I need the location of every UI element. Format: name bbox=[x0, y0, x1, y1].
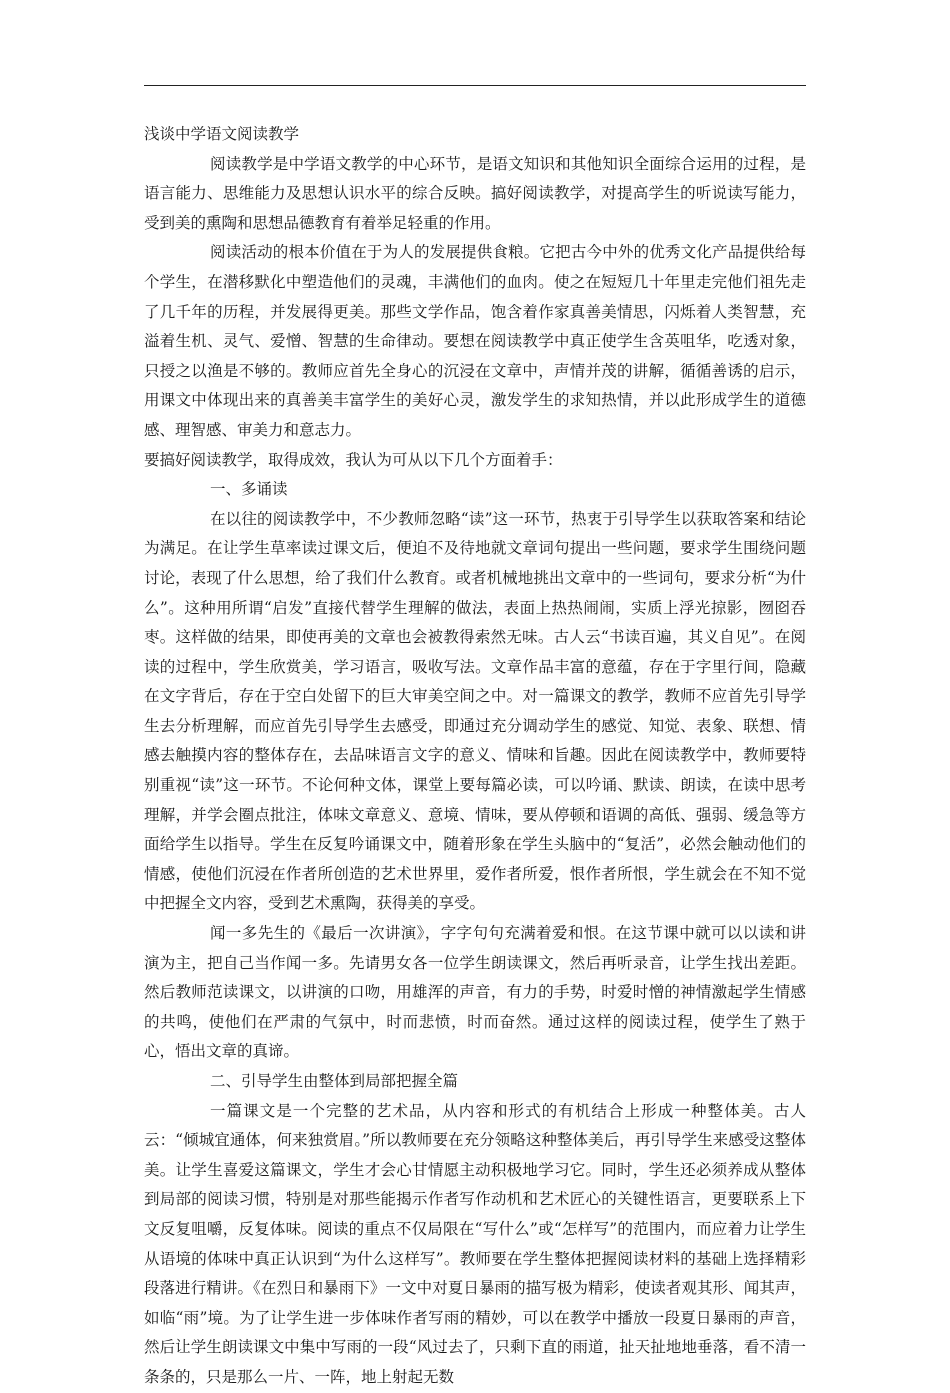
document-title: 浅谈中学语文阅读教学 bbox=[144, 125, 300, 143]
section-heading-2: 二、引导学生由整体到局部把握全篇 bbox=[210, 1072, 459, 1090]
paragraph-whole-to-part: 一篇课文是一个完整的艺术品，从内容和形式的有机结合上形成一种整体美。古人云：“倾城宜通体，何来独赏眉。”所以教师要在充分领略这种整体美后，再引导学生来感受这整体美。让学生喜爱这篇课文，学生才会心甘情愿主动积极地学习它。同时，学生还必须养成从整体到局部的阅读习惯，特别是对那些能揭示作者写作动机和艺术匠心的关键性语言，更要联系上下文反复咀嚼，反复体味。阅读的重点不仅局限在“写什么”或“怎样写”的范围内，而应着力让学生从语境的体味中真正认识到“为什么这样写”。教师要在学生整体把握阅读材料的基础上选择精彩段落进行精讲。《在烈日和暴雨下》一文中对夏日暴雨的描写极为精彩，使读者观其形、闻其声，如临“雨”境。为了让学生进一步体味作者写雨的精妙，可以在教学中播放一段夏日暴雨的声音，然后让学生朗读课文中集中写雨的一段“风过去了，只剩下直的雨道，扯天扯地地垂落，看不清一条条的，只是那么一片、一阵，地上射起无数 bbox=[144, 1101, 806, 1386]
section-heading-1: 一、多诵读 bbox=[210, 480, 288, 499]
paragraph-example: 闻一多先生的《最后一次讲演》，字字句句充满着爱和恨。在这节课中就可以以读和讲演为主，把自己当作闻一多。先请男女各一位学生朗读课文，然后再听录音，让学生找出差距。然后教师范读课文，以讲演的口吻，用雄浑的声音，有力的手势，时爱时憎的神情激起学生情感的共鸣，使他们在严肃的气氛中，时而悲愤，时而奋然。通过这样的阅读过程，使学生了熟于心，悟出文章的真谛。 bbox=[144, 924, 806, 1061]
header-rule bbox=[144, 85, 806, 86]
paragraph-approach: 要搞好阅读教学，取得成效，我认为可从以下几个方面着手： bbox=[144, 450, 563, 469]
paragraph-reading: 在以往的阅读教学中，不少教师忽略“读”这一环节，热衷于引导学生以获取答案和结论为满足。在让学生草率读过课文后，便迫不及待地就文章词句提出一些问题，要求学生围绕问题讨论，表现了什么思想，给了我们什么教育。或者机械地挑出文章中的一些词句，要求分析“为什么”。这种用所谓“启发”直接代替学生理解的做法，表面上热热闹闹，实质上浮光掠影，囫囵吞枣。这样做的结果，即使再美的文章也会被教得索然无味。古人云“书读百遍，其义自见”。在阅读的过程中，学生欣赏美，学习语言，吸收写法。文章作品丰富的意蕴，存在于字里行间，隐藏在文字背后，存在于空白处留下的巨大审美空间之中。对一篇课文的教学，教师不应首先引导学生去分析理解，而应首先引导学生去感受，即通过充分调动学生的感觉、知觉、表象、联想、情感去触摸内容的整体存在，去品味语言文字的意义、情味和旨趣。因此在阅读教学中，教师要特别重视“读”这一环节。不论何种文体，课堂上要每篇必读，可以吟诵、默读、朗读，在读中思考理解，并学会圈点批注，体味文章意义、意境、情味，要从停顿和语调的高低、强弱、缓急等方面给学生以指导。学生在反复吟诵课文中，随着形象在学生头脑中的“复活”，必然会触动他们的情感，使他们沉浸在作者所创造的艺术世界里，爱作者所爱，恨作者所恨，学生就会在不知不觉中把握全文内容，受到艺术熏陶，获得美的享受。 bbox=[144, 509, 806, 913]
paragraph-value: 阅读活动的根本价值在于为人的发展提供食粮。它把古今中外的优秀文化产品提供给每个学生，在潜移默化中塑造他们的灵魂，丰满他们的血肉。使之在短短几十年里走完他们祖先走了几千年的历程，并发展得更美。那些文学作品，饱含着作家真善美情思，闪烁着人类智慧，充溢着生机、灵气、爱憎、智慧的生命律动。要想在阅读教学中真正使学生含英咀华，吃透对象，只授之以渔是不够的。教师应首先全身心的沉浸在文章中，声情并茂的讲解，循循善诱的启示，用课文中体现出来的真善美丰富学生的美好心灵，激发学生的求知热情，并以此形成学生的道德感、理智感、审美力和意志力。 bbox=[144, 243, 806, 439]
paragraph-intro: 阅读教学是中学语文教学的中心环节，是语文知识和其他知识全面综合运用的过程，是语言能力、思维能力及思想认识水平的综合反映。搞好阅读教学，对提高学生的听说读写能力，受到美的熏陶和思想品德教育有着举足轻重的作用。 bbox=[144, 154, 806, 232]
document-body bbox=[144, 120, 806, 1393]
